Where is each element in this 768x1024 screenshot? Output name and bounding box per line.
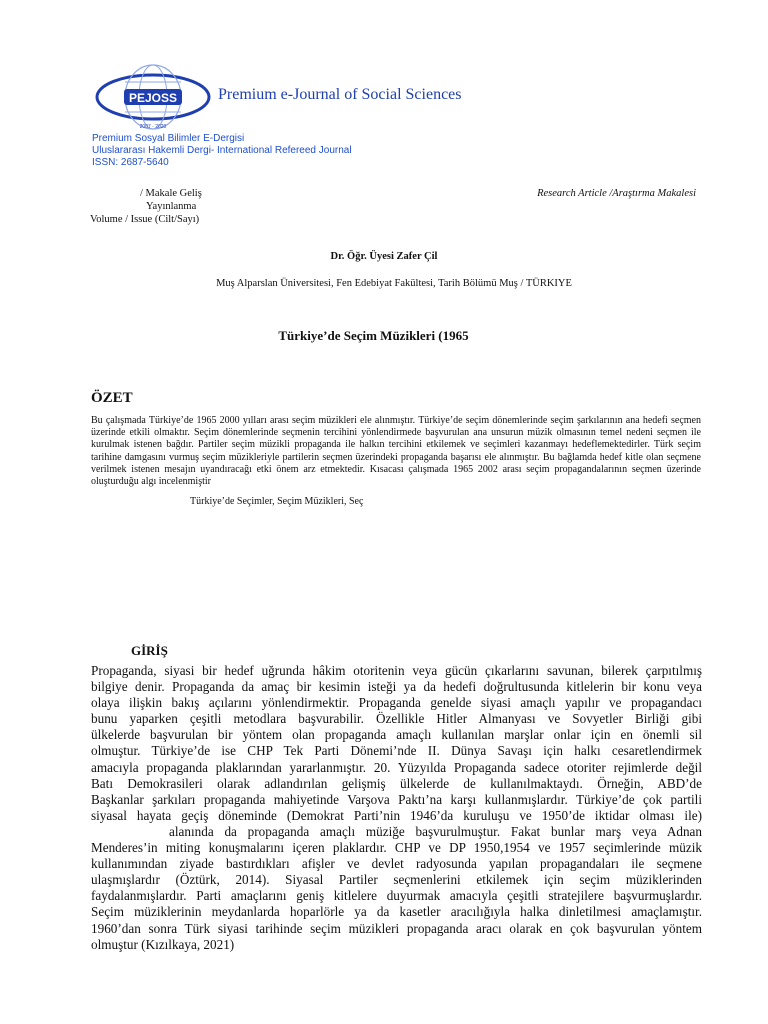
journal-title: Premium e-Journal of Social Sciences [218,86,462,103]
intro-line: Propaganda, siyasi bir hedef uğrunda hâkim otoritenin veya gücün çıkarlarını savunan, bilerek çarpıtılmış [91,663,702,678]
journal-subtitle-type: Uluslararası Hakemli Dergi- International Refereed Journal [92,145,352,156]
intro-line: alanında da propaganda amaçlı müziğe başvurulmuştur. Fakat bunlar marş veya Adnan [169,823,702,839]
received-label: / Makale Geliş [140,188,202,199]
paper-title: Türkiye’de Seçim Müzikleri (1965 [278,328,469,343]
intro-line: 1960’dan sonra Türk siyasi tarihinde seçim müzikleri propaganda aracı olarak en çok başvurulan yöntem [91,920,702,936]
journal-subtitle-tr: Premium Sosyal Bilimler E-Dergisi [92,133,245,144]
intro-line: Başkanlar şarkıları propaganda mahiyetinde Varşova Paktı’na karşı kullanmışlardır. Türkiye’de çok partili [91,791,702,807]
author-affiliation: Muş Alparslan Üniversitesi, Fen Edebiyat Fakültesi, Tarih Bölümü Muş / TÜRKIYE [216,278,572,289]
intro-body [91,663,702,953]
abstract-text: Bu çalışmada Türkiye’de 1965 2000 yılları arası seçim müzikleri ele alınmıştır. Türkiye’de seçim dönemlerinde seçim şarkılarının ana hedefi seçmen üzerinde etkili olmaktır. Seçim dönemlerinde seçmenin tercihini yönlendirmede başvurulan ana unsurun müzik olmasının temel nedeni seçmen ile kurulmak istenen bağdır. Partiler seçim müzikli propaganda ile halkın tercihini etkilemek ve seçimleri kazanmayı hedeflemektedirler. Türk seçim tarihine damgasını vurmuş seçim müzikleriyle partilerin seçmen üzerindeki propaganda başarısı ele alınmıştır. Bu bağlamda hedef kitle olan seçmene verilmek istenen mesajın uyandıracağı etki önem arz etmektedir. Kısacası çalışmada 1965 2002 arası seçim propagandalarının seçmen üzerinde oluşturduğu algı incelenmiştir [91,415,701,488]
intro-line: siyasal hayata geçiş döneminde (Demokrat Parti’nin 1946’da kuruluşu ve 1950’de iktidar olması ile) [91,807,702,823]
intro-heading: GİRİŞ [131,643,168,658]
intro-line: Seçim müziklerinin meydanlarda hoparlörle ya da kasetler aracılığıyla halka dinletilmesi amaçlamıştır. [91,904,702,920]
published-label: Yayınlanma [146,201,197,212]
logo-text: PEJOSS [128,91,178,105]
intro-line: bunu yaparken çeşitli metodlara başvurabilir. Özellikle Hitler Almanyası ve Sovyetler Birliği gibi [91,711,702,727]
intro-line: faydalanmışlardır. Parti amaçlarını geniş kitlelere duyurmak amacıyla çeşitli stratejilere başvurmuşlardır. [91,888,702,904]
article-dates [90,187,202,226]
journal-logo [94,62,212,132]
intro-line: Menderes’in miting konuşmalarını içeren plaklardır. CHP ve DP 1950,1954 ve 1957 seçimlerinde müzik [91,840,702,856]
intro-line: ulaşmışlardır (Öztürk, 2014). Siyasal Partiler seçmenlerini etkilemek için seçim müziklerinden [91,872,702,888]
intro-line: ülkelerde başvurulan bir yöntem olan propaganda amaçlı kullanılan marşlar onlar için en önemli sil [91,727,702,743]
intro-line: olmuştur (Kızılkaya, 2021) [91,936,235,952]
abstract-keywords: Türkiye’de Seçimler, Seçim Müzikleri, Seç [190,496,364,507]
intro-line: olaya ilişkin bakış açılarını yönlendirmektir. Propaganda genelde siyasi amaçlı yapılır ve propagandacı [91,695,702,711]
journal-meta [92,133,352,169]
intro-line: amacıyla propaganda plaklarından yararlanmıştır. 20. Yüzyılda Propaganda sadece otoriter rejimlerde değil [91,759,702,775]
volume-label: Volume / Issue (Cilt/Sayı) [90,214,200,225]
author-name: Dr. Öğr. Üyesi Zafer Çil [330,251,438,262]
article-type: Research Article /Araştırma Makalesi [537,188,696,199]
intro-line: olmuştur. Türkiye’de ise CHP Tek Parti Dönemi’nde II. Dünya Savaşı için halkı cesaretlendirmek [91,743,702,759]
intro-line: kullanımından ziyade bastırdıkları afişler ve devlet radyosunda yapılan propagandaları ile seçmene [91,856,702,872]
journal-issn: ISSN: 2687-5640 [92,157,169,168]
logo-ring-text: 2007 · 2020 [139,124,167,130]
abstract-heading: ÖZET [91,390,133,406]
intro-line: Batı Demokrasileri olarak adlandırılan gelişmiş ülkelerde de kullanılmaktaydı. Örneğin, ABD’de [91,775,702,791]
intro-line: bilgiye denir. Propaganda da amaç bir kesimin isteği ya da hedefi doğrultusunda kitlelerin bir konu veya [91,679,702,695]
